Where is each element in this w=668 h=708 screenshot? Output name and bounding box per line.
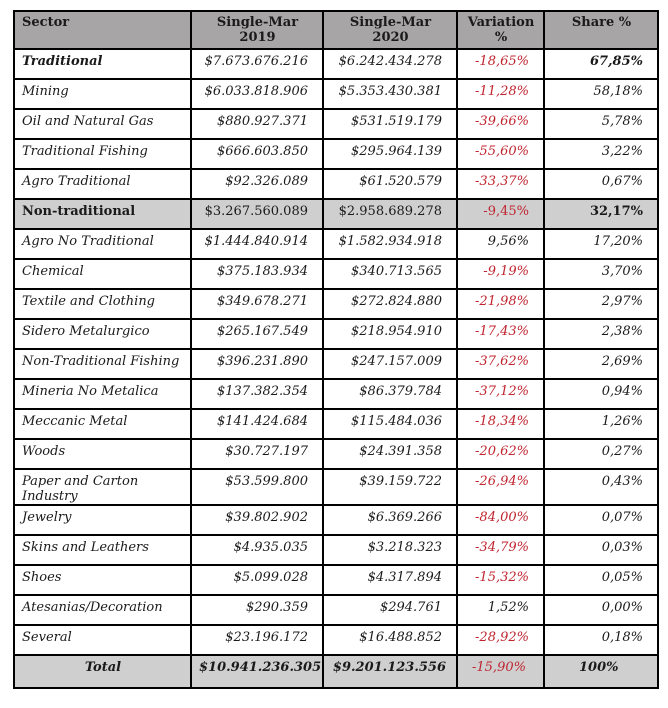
- header-2019: Single-Mar 2019: [191, 11, 323, 49]
- value-2019-cell: $7.673.676.216: [191, 49, 323, 79]
- value-2019-cell: $4.935.035: [191, 535, 323, 565]
- variation-cell: -33,37%: [457, 169, 544, 199]
- sector-cell: Atesanias/Decoration: [14, 595, 191, 625]
- share-cell: 2,38%: [544, 319, 658, 349]
- sector-cell: Paper and Carton Industry: [14, 469, 191, 505]
- table-row: [14, 379, 658, 409]
- value-2020-cell: $6.369.266: [323, 505, 457, 535]
- header-variation: Variation %: [457, 11, 544, 49]
- header-2020: Single-Mar 2020: [323, 11, 457, 49]
- sector-cell: Sidero Metalurgico: [14, 319, 191, 349]
- share-cell: 0,94%: [544, 379, 658, 409]
- share-cell: 0,03%: [544, 535, 658, 565]
- value-2019-cell: $290.359: [191, 595, 323, 625]
- sector-cell: Agro Traditional: [14, 169, 191, 199]
- variation-cell: -37,12%: [457, 379, 544, 409]
- value-2020-cell: $39.159.722: [323, 469, 457, 505]
- variation-cell: -11,28%: [457, 79, 544, 109]
- variation-cell: -55,60%: [457, 139, 544, 169]
- value-2020-cell: $6.242.434.278: [323, 49, 457, 79]
- value-2019-cell: $92.326.089: [191, 169, 323, 199]
- share-cell: 2,97%: [544, 289, 658, 319]
- value-2019-cell: $3.267.560.089: [191, 199, 323, 229]
- value-2019-cell: $396.231.890: [191, 349, 323, 379]
- sector-cell: Woods: [14, 439, 191, 469]
- share-cell: 1,26%: [544, 409, 658, 439]
- value-2019-cell: $880.927.371: [191, 109, 323, 139]
- total-share: 100%: [544, 655, 658, 688]
- share-cell: 5,78%: [544, 109, 658, 139]
- table-row: [14, 409, 658, 439]
- value-2019-cell: $39.802.902: [191, 505, 323, 535]
- value-2020-cell: $340.713.565: [323, 259, 457, 289]
- sector-cell: Mineria No Metalica: [14, 379, 191, 409]
- value-2020-cell: $272.824.880: [323, 289, 457, 319]
- sector-cell: Several: [14, 625, 191, 655]
- table-row: [14, 169, 658, 199]
- share-cell: 2,69%: [544, 349, 658, 379]
- variation-cell: 1,52%: [457, 595, 544, 625]
- table-row: [14, 109, 658, 139]
- table-row: [14, 139, 658, 169]
- share-cell: 0,07%: [544, 505, 658, 535]
- sector-cell: Non-traditional: [14, 199, 191, 229]
- value-2019-cell: $6.033.818.906: [191, 79, 323, 109]
- table-row-group-header: [14, 199, 658, 229]
- variation-cell: -26,94%: [457, 469, 544, 505]
- table-row: [14, 565, 658, 595]
- export-table-container: [13, 10, 659, 689]
- table-row: [14, 625, 658, 655]
- share-cell: 0,67%: [544, 169, 658, 199]
- sector-cell: Textile and Clothing: [14, 289, 191, 319]
- variation-cell: -20,62%: [457, 439, 544, 469]
- value-2020-cell: $16.488.852: [323, 625, 457, 655]
- share-cell: 3,22%: [544, 139, 658, 169]
- share-cell: 3,70%: [544, 259, 658, 289]
- total-row: [14, 655, 658, 688]
- share-cell: 67,85%: [544, 49, 658, 79]
- value-2019-cell: $349.678.271: [191, 289, 323, 319]
- sector-cell: Jewelry: [14, 505, 191, 535]
- header-sector: Sector: [14, 11, 191, 49]
- table-row: [14, 49, 658, 79]
- total-2019: $10.941.236.305: [191, 655, 323, 688]
- value-2020-cell: $2.958.689.278: [323, 199, 457, 229]
- value-2020-cell: $218.954.910: [323, 319, 457, 349]
- value-2020-cell: $4.317.894: [323, 565, 457, 595]
- value-2019-cell: $23.196.172: [191, 625, 323, 655]
- value-2019-cell: $53.599.800: [191, 469, 323, 505]
- value-2019-cell: $265.167.549: [191, 319, 323, 349]
- header-share: Share %: [544, 11, 658, 49]
- sector-cell: Agro No Traditional: [14, 229, 191, 259]
- value-2020-cell: $295.964.139: [323, 139, 457, 169]
- value-2020-cell: $115.484.036: [323, 409, 457, 439]
- table-row: [14, 535, 658, 565]
- variation-cell: -84,00%: [457, 505, 544, 535]
- variation-cell: -39,66%: [457, 109, 544, 139]
- table-row: [14, 229, 658, 259]
- value-2020-cell: $86.379.784: [323, 379, 457, 409]
- value-2019-cell: $1.444.840.914: [191, 229, 323, 259]
- value-2020-cell: $24.391.358: [323, 439, 457, 469]
- variation-cell: -15,32%: [457, 565, 544, 595]
- variation-cell: -34,79%: [457, 535, 544, 565]
- table-row: [14, 349, 658, 379]
- sector-cell: Chemical: [14, 259, 191, 289]
- table-row: [14, 259, 658, 289]
- variation-cell: -21,98%: [457, 289, 544, 319]
- variation-cell: -28,92%: [457, 625, 544, 655]
- table-row: [14, 439, 658, 469]
- share-cell: 0,43%: [544, 469, 658, 505]
- header-row: [14, 11, 658, 49]
- value-2020-cell: $1.582.934.918: [323, 229, 457, 259]
- value-2020-cell: $531.519.179: [323, 109, 457, 139]
- variation-cell: 9,56%: [457, 229, 544, 259]
- share-cell: 0,00%: [544, 595, 658, 625]
- sector-cell: Shoes: [14, 565, 191, 595]
- total-label: Total: [14, 655, 191, 688]
- table-row: [14, 595, 658, 625]
- sector-cell: Non-Traditional Fishing: [14, 349, 191, 379]
- value-2020-cell: $61.520.579: [323, 169, 457, 199]
- value-2019-cell: $666.603.850: [191, 139, 323, 169]
- sector-cell: Traditional Fishing: [14, 139, 191, 169]
- share-cell: 58,18%: [544, 79, 658, 109]
- variation-cell: -18,65%: [457, 49, 544, 79]
- table-row: [14, 469, 658, 505]
- share-cell: 32,17%: [544, 199, 658, 229]
- value-2020-cell: $247.157.009: [323, 349, 457, 379]
- value-2019-cell: $137.382.354: [191, 379, 323, 409]
- variation-cell: -9,19%: [457, 259, 544, 289]
- sector-cell: Mining: [14, 79, 191, 109]
- total-2020: $9.201.123.556: [323, 655, 457, 688]
- value-2020-cell: $5.353.430.381: [323, 79, 457, 109]
- variation-cell: -18,34%: [457, 409, 544, 439]
- value-2020-cell: $3.218.323: [323, 535, 457, 565]
- sector-cell: Oil and Natural Gas: [14, 109, 191, 139]
- value-2020-cell: $294.761: [323, 595, 457, 625]
- sector-cell: Skins and Leathers: [14, 535, 191, 565]
- sector-cell: Meccanic Metal: [14, 409, 191, 439]
- variation-cell: -37,62%: [457, 349, 544, 379]
- share-cell: 17,20%: [544, 229, 658, 259]
- sector-exports-table: [13, 10, 659, 689]
- table-row: [14, 505, 658, 535]
- value-2019-cell: $5.099.028: [191, 565, 323, 595]
- value-2019-cell: $141.424.684: [191, 409, 323, 439]
- value-2019-cell: $375.183.934: [191, 259, 323, 289]
- variation-cell: -17,43%: [457, 319, 544, 349]
- table-row: [14, 289, 658, 319]
- value-2019-cell: $30.727.197: [191, 439, 323, 469]
- table-row: [14, 79, 658, 109]
- table-row: [14, 319, 658, 349]
- share-cell: 0,05%: [544, 565, 658, 595]
- sector-cell: Traditional: [14, 49, 191, 79]
- share-cell: 0,27%: [544, 439, 658, 469]
- share-cell: 0,18%: [544, 625, 658, 655]
- total-variation: -15,90%: [457, 655, 544, 688]
- variation-cell: -9,45%: [457, 199, 544, 229]
